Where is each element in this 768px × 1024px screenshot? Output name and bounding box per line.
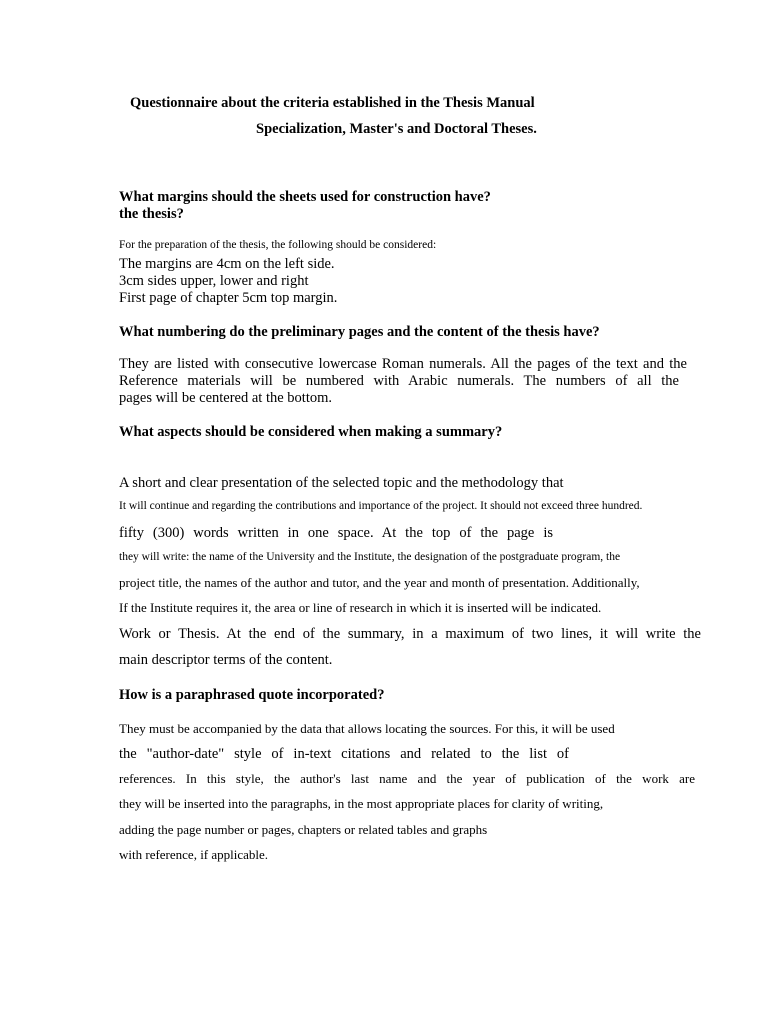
- numbering-line-1: They are listed with consecutive lowercase Roman numerals. All the pages of the text and the: [119, 356, 687, 372]
- summary-line-3: fifty (300) words written in one space. At the top of the page is: [119, 525, 553, 541]
- margins-line-1: The margins are 4cm on the left side.: [119, 256, 335, 272]
- quote-line-2: the "author-date" style of in-text citations and related to the list of: [119, 746, 569, 762]
- margins-intro: For the preparation of the thesis, the following should be considered:: [119, 239, 437, 251]
- quote-line-5: adding the page number or pages, chapters or related tables and graphs: [119, 822, 488, 837]
- document-title-line2: Specialization, Master's and Doctoral Theses.: [256, 121, 537, 137]
- document-title-line1: Questionnaire about the criteria established in the Thesis Manual: [130, 95, 535, 111]
- summary-line-8: main descriptor terms of the content.: [119, 652, 333, 668]
- quote-line-6: with reference, if applicable.: [119, 847, 269, 862]
- question-summary: What aspects should be considered when making a summary?: [119, 424, 503, 440]
- question-margins-line1: What margins should the sheets used for construction have?: [119, 189, 491, 205]
- quote-line-1: They must be accompanied by the data that allows locating the sources. For this, it will be used: [119, 721, 615, 736]
- summary-line-4: they will write: the name of the University and the Institute, the designation of the postgraduate program, the: [119, 551, 621, 563]
- summary-line-2: It will continue and regarding the contributions and importance of the project. It should not exceed three hundred.: [119, 500, 643, 512]
- question-numbering: What numbering do the preliminary pages and the content of the thesis have?: [119, 324, 600, 340]
- margins-line-2: 3cm sides upper, lower and right: [119, 273, 309, 289]
- margins-line-3: First page of chapter 5cm top margin.: [119, 290, 338, 306]
- question-margins-line2: the thesis?: [119, 206, 184, 222]
- quote-line-3: references. In this style, the author's last name and the year of publication of the work are: [119, 771, 695, 786]
- summary-line-1: A short and clear presentation of the selected topic and the methodology that: [119, 475, 564, 491]
- summary-line-7: Work or Thesis. At the end of the summary, in a maximum of two lines, it will write the: [119, 626, 701, 642]
- question-paraphrased-quote: How is a paraphrased quote incorporated?: [119, 687, 385, 703]
- quote-line-4: they will be inserted into the paragraphs, in the most appropriate places for clarity of writing,: [119, 796, 604, 811]
- summary-line-5: project title, the names of the author and tutor, and the year and month of presentation. Additionally,: [119, 575, 640, 590]
- numbering-line-3: pages will be centered at the bottom.: [119, 390, 332, 406]
- numbering-line-2: Reference materials will be numbered with Arabic numerals. The numbers of all the: [119, 373, 679, 389]
- summary-line-6: If the Institute requires it, the area or line of research in which it is inserted will be indicated.: [119, 600, 602, 615]
